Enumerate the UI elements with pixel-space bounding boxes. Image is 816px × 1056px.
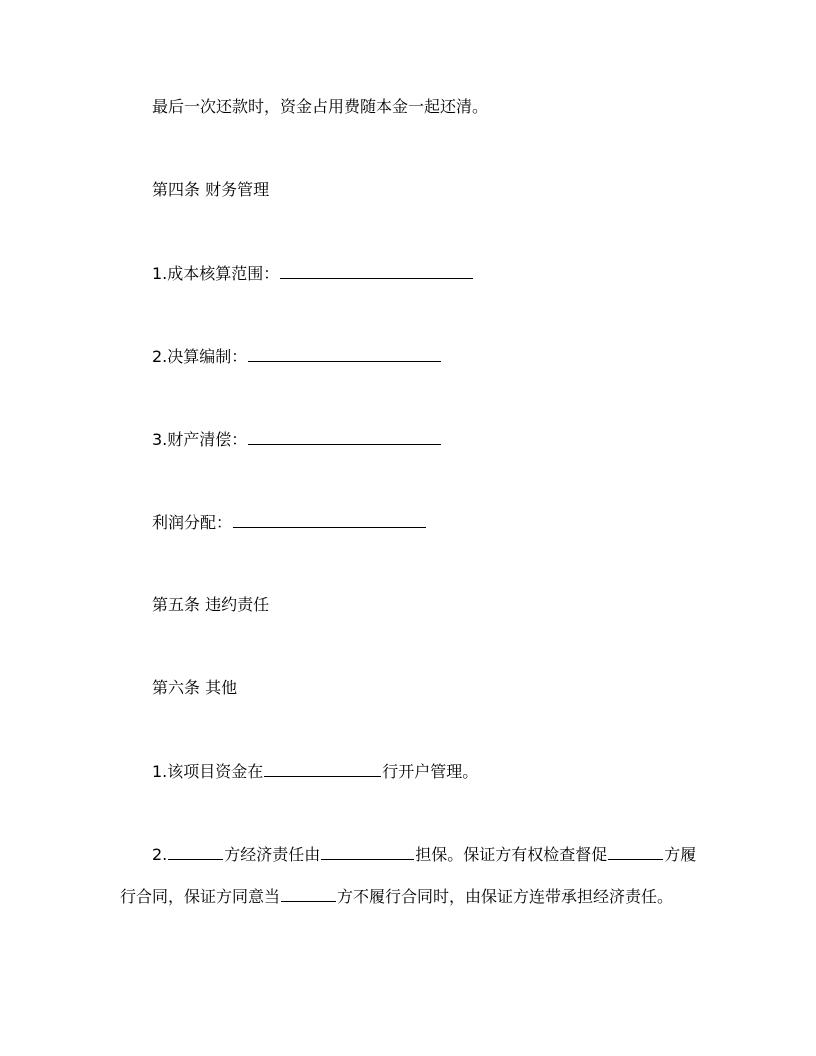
cost-accounting-scope-blank	[280, 261, 473, 279]
profit-distribution	[152, 510, 427, 534]
bank-name-blank	[264, 759, 381, 777]
paragraph-final-repayment: 最后一次还款时，资金占用费随本金一起还清。	[152, 97, 489, 116]
final-accounts-label: 2.决算编制：	[152, 347, 248, 366]
property-settlement-blank	[248, 427, 441, 445]
item-2-text-a: 方经济责任由	[224, 845, 321, 864]
article-4-item-3	[152, 427, 442, 451]
item-2-line2-text-b: 方不履行合同时，由保证方连带承担经济责任。	[337, 887, 674, 906]
profit-distribution-blank	[233, 510, 426, 528]
item-2-number: 2.	[152, 845, 168, 864]
article-6-item-2-line-1	[152, 842, 696, 866]
profit-distribution-label: 利润分配：	[152, 513, 233, 532]
item-2-text-c: 方履	[664, 845, 697, 864]
party-blank-1	[168, 842, 223, 860]
article-4-title: 第四条 财务管理	[152, 180, 270, 199]
bank-account-text-a: 1.该项目资金在	[152, 762, 264, 781]
party-blank-3	[281, 884, 336, 902]
property-settlement-label: 3.财产清偿：	[152, 430, 248, 449]
cost-accounting-scope-label: 1.成本核算范围：	[152, 264, 280, 283]
article-6-item-1	[152, 759, 478, 783]
guarantor-blank	[321, 842, 414, 860]
article-4-item-2	[152, 344, 442, 368]
final-accounts-blank	[248, 344, 441, 362]
item-2-text-b: 担保。保证方有权检查督促	[415, 845, 608, 864]
article-4-item-1	[152, 261, 474, 285]
party-blank-2	[608, 842, 663, 860]
item-2-line2-text-a: 行合同，保证方同意当	[120, 887, 281, 906]
article-6-title: 第六条 其他	[152, 678, 238, 697]
bank-account-text-b: 行开户管理。	[382, 762, 479, 781]
article-5-title: 第五条 违约责任	[152, 595, 270, 614]
article-6-item-2-line-2	[120, 884, 673, 908]
